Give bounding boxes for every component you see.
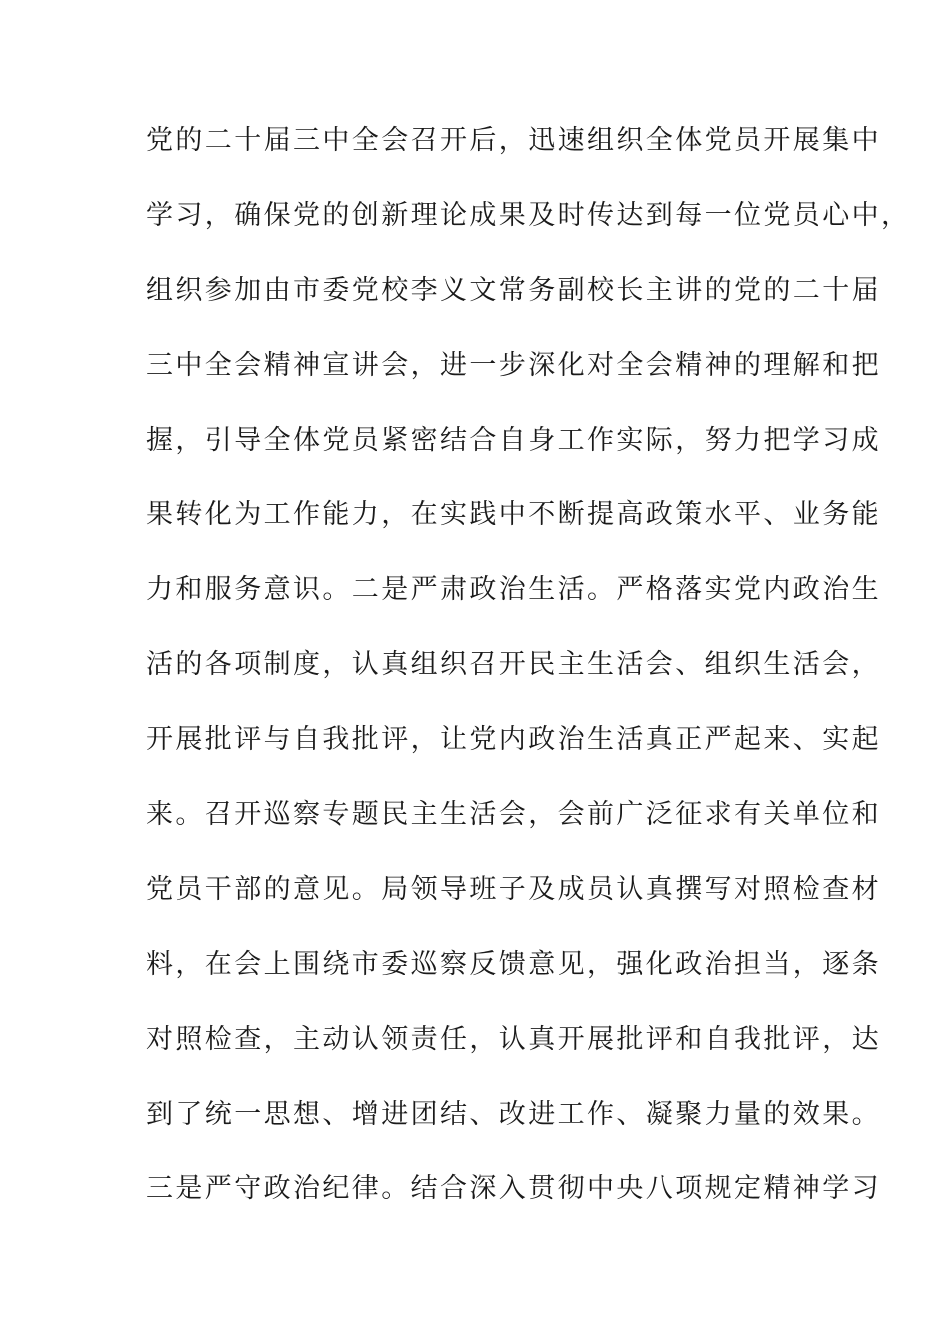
text-line: 学习，确保党的创新理论成果及时传达到每一位党员心中， — [146, 199, 911, 231]
text-line: 握，引导全体党员紧密结合自身工作实际，努力把学习成 — [146, 424, 881, 456]
text-line: 来。召开巡察专题民主生活会，会前广泛征求有关单位和 — [146, 799, 881, 831]
text-line: 力和服务意识。二是严肃政治生活。严格落实党内政治生 — [146, 574, 881, 606]
text-line: 三是严守政治纪律。结合深入贯彻中央八项规定精神学习 — [146, 1173, 881, 1205]
body-text — [146, 121, 911, 1244]
text-line: 组织参加由市委党校李义文常务副校长主讲的党的二十届 — [146, 274, 881, 306]
text-line: 到了统一思想、增进团结、改进工作、凝聚力量的效果。 — [146, 1098, 881, 1130]
text-line: 党员干部的意见。局领导班子及成员认真撰写对照检查材 — [146, 873, 881, 905]
text-line: 三中全会精神宣讲会，进一步深化对全会精神的理解和把 — [146, 349, 881, 381]
text-line: 党的二十届三中全会召开后，迅速组织全体党员开展集中 — [146, 125, 881, 156]
text-line: 开展批评与自我批评，让党内政治生活真正严起来、实起 — [146, 724, 881, 756]
text-line: 果转化为工作能力，在实践中不断提高政策水平、业务能 — [146, 499, 881, 531]
text-line: 对照检查，主动认领责任，认真开展批评和自我批评，达 — [146, 1023, 881, 1055]
text-line: 料，在会上围绕市委巡察反馈意见，强化政治担当，逐条 — [146, 948, 881, 980]
text-line: 活的各项制度，认真组织召开民主生活会、组织生活会， — [146, 649, 881, 681]
